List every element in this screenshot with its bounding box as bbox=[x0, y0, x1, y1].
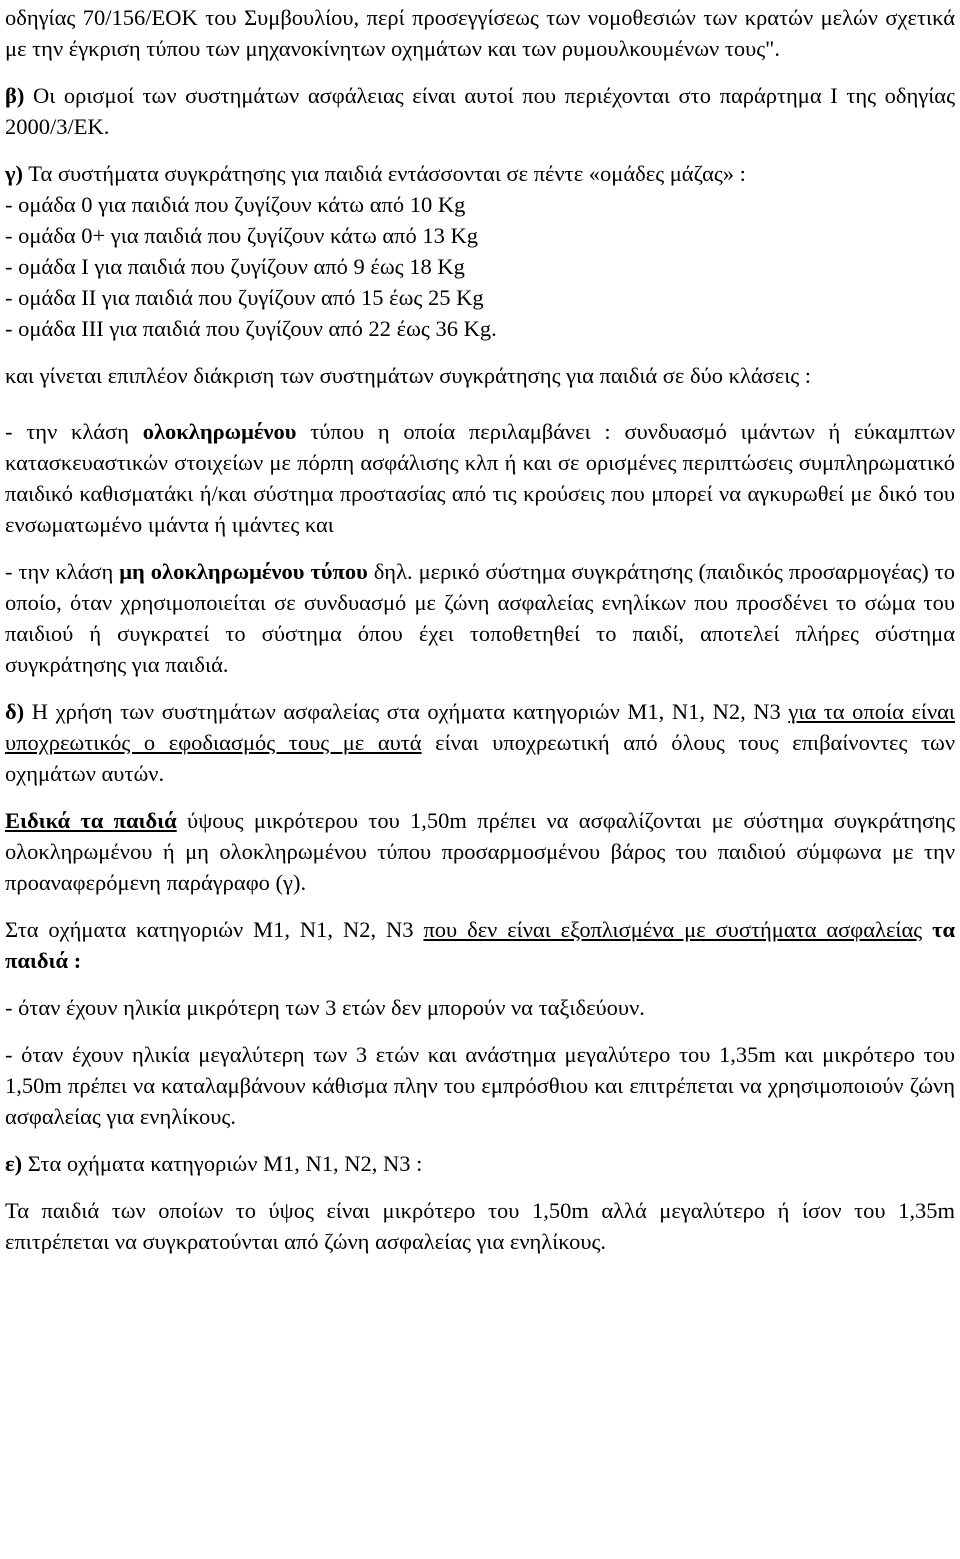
paragraph-classes-intro bbox=[5, 360, 955, 391]
paragraph-text: Οι ορισμοί των συστημάτων ασφάλειας είναι αυτοί που περιέχονται στο παράρτημα Ι της οδηγίας 2000/3/ΕΚ. bbox=[5, 83, 955, 139]
list-item-group-0: - ομάδα 0 για παιδιά που ζυγίζουν κάτω από 10 Kg bbox=[5, 192, 466, 217]
underlined-condition: για τα οποία είναι υποχρεωτικός ο εφοδιασμός τους με αυτά bbox=[5, 699, 955, 755]
paragraph-marker: β) bbox=[5, 83, 25, 108]
paragraph-e-vehicle-categories bbox=[5, 1148, 955, 1179]
paragraph-text: δηλ. μερικό σύστημα συγκράτησης (παιδικός προσαρμογέας) το οποίο, όταν χρησιμοποιείται σε συνδυασμό με ζώνη ασφαλείας ενηλίκων που προσδένει το σώμα του παιδιού ή συγκρατεί το σύστημα όπου έχει τοποθετηθεί το παιδί, αποτελεί πλήρες σύστημα συγκράτησης για παιδιά. bbox=[5, 559, 955, 677]
paragraph-non-integral-class bbox=[5, 556, 955, 680]
paragraph-text: Η χρήση των συστημάτων ασφαλείας στα οχήματα κατηγοριών Μ1, Ν1, Ν2, Ν3 bbox=[24, 699, 789, 724]
paragraph-text: Στα οχήματα κατηγοριών Μ1, Ν1, Ν2, Ν3 bbox=[5, 917, 424, 942]
list-item-group-2: - ομάδα ΙΙ για παιδιά που ζυγίζουν από 15 έως 25 Kg bbox=[5, 285, 484, 310]
list-item-group-0-plus: - ομάδα 0+ για παιδιά που ζυγίζουν κάτω από 13 Kg bbox=[5, 223, 479, 248]
paragraph-text: Τα συστήματα συγκράτησης για παιδιά εντάσσονται σε πέντε «ομάδες μάζας» : bbox=[23, 161, 746, 186]
paragraph-text: - όταν έχουν ηλικία μεγαλύτερη των 3 ετών και ανάστημα μεγαλύτερο του 1,35m και μικρότερο του 1,50m πρέπει να καταλαμβάνουν κάθισμα πλην του εμπρόσθιου και επιτρέπεται να χρησιμοποιούν ζώνη ασφαλείας για ενηλίκους. bbox=[5, 1042, 955, 1129]
paragraph-text: και γίνεται επιπλέον διάκριση των συστημάτων συγκράτησης για παιδιά σε δύο κλάσεις : bbox=[5, 363, 812, 388]
paragraph-text: - όταν έχουν ηλικία μικρότερη των 3 ετών δεν μπορούν να ταξιδεύουν. bbox=[5, 995, 645, 1020]
paragraph-c-mass-groups bbox=[5, 158, 955, 189]
paragraph-directive-continuation bbox=[5, 2, 955, 64]
paragraph-over-3-years bbox=[5, 1039, 955, 1132]
paragraph-text: ύψους μικρότερου του 1,50m πρέπει να ασφαλίζονται με σύστημα συγκράτησης ολοκληρωμένου ή μη ολοκληρωμένου τύπου προσαρμοσμένου βάρος του παιδιού σύμφωνα με την προαναφερόμενη παράγραφο (γ). bbox=[5, 808, 955, 895]
paragraph-text: οδηγίας 70/156/ΕΟΚ του Συμβουλίου, περί προσεγγίσεως των νομοθεσιών των κρατών μελών σχετικά με την έγκριση τύπου των μηχανοκίνητων οχημάτων και των ρυμουλκουμένων τους". bbox=[5, 5, 955, 61]
paragraph-prefix: - την κλάση bbox=[5, 559, 120, 584]
emphasis-children: Ειδικά τα παιδιά bbox=[5, 808, 177, 833]
paragraph-d-mandatory-use bbox=[5, 696, 955, 789]
paragraph-text-continued: είναι υποχρεωτική από όλους τους επιβαίνοντες των οχημάτων αυτών. bbox=[5, 730, 955, 786]
paragraph-marker: δ) bbox=[5, 699, 25, 724]
list-item-group-3: - ομάδα ΙΙΙ για παιδιά που ζυγίζουν από 22 έως 36 Kg. bbox=[5, 316, 497, 341]
paragraph-marker: ε) bbox=[5, 1151, 23, 1176]
list-item-group-1: - ομάδα Ι για παιδιά που ζυγίζουν από 9 έως 18 Kg bbox=[5, 254, 465, 279]
paragraph-under-3-years bbox=[5, 992, 955, 1023]
paragraph-height-range-rule bbox=[5, 1195, 955, 1257]
underlined-condition: που δεν είναι εξοπλισμένα με συστήματα ασφαλείας bbox=[423, 917, 923, 942]
paragraph-marker: γ) bbox=[5, 161, 24, 186]
paragraph-prefix: - την κλάση bbox=[5, 419, 143, 444]
paragraph-vehicles-without-belts bbox=[5, 914, 955, 976]
paragraph-text: Στα οχήματα κατηγοριών Μ1, Ν1, Ν2, Ν3 : bbox=[22, 1151, 423, 1176]
emphasis-children: τα παιδιά : bbox=[5, 917, 956, 973]
emphasis-non-integral: μη ολοκληρωμένου τύπου bbox=[119, 559, 368, 584]
paragraph-integral-class bbox=[5, 416, 955, 540]
paragraph-text: τύπου η οποία περιλαμβάνει : συνδυασμό ιμάντων ή εύκαμπτων κατασκευαστικών στοιχείων με πόρπη ασφάλισης κλπ ή και σε ορισμένες περιπτώσεις συμπληρωματικό παιδικό καθισματάκι ή/και σύστημα προστασίας από τις κρούσεις που μπορεί να αγκυρωθεί με δικό του ενσωματωμένο ιμάντα ή ιμάντες και bbox=[5, 419, 956, 537]
paragraph-text: Τα παιδιά των οποίων το ύψος είναι μικρότερο του 1,50m αλλά μεγαλύτερο ή ίσον του 1,35m επιτρέπεται να συγκρατούνται από ζώνη ασφαλείας για ενηλίκους. bbox=[5, 1198, 955, 1254]
paragraph-children-height bbox=[5, 805, 955, 898]
emphasis-integral: ολοκληρωμένου bbox=[142, 419, 297, 444]
paragraph-b-definitions bbox=[5, 80, 955, 142]
